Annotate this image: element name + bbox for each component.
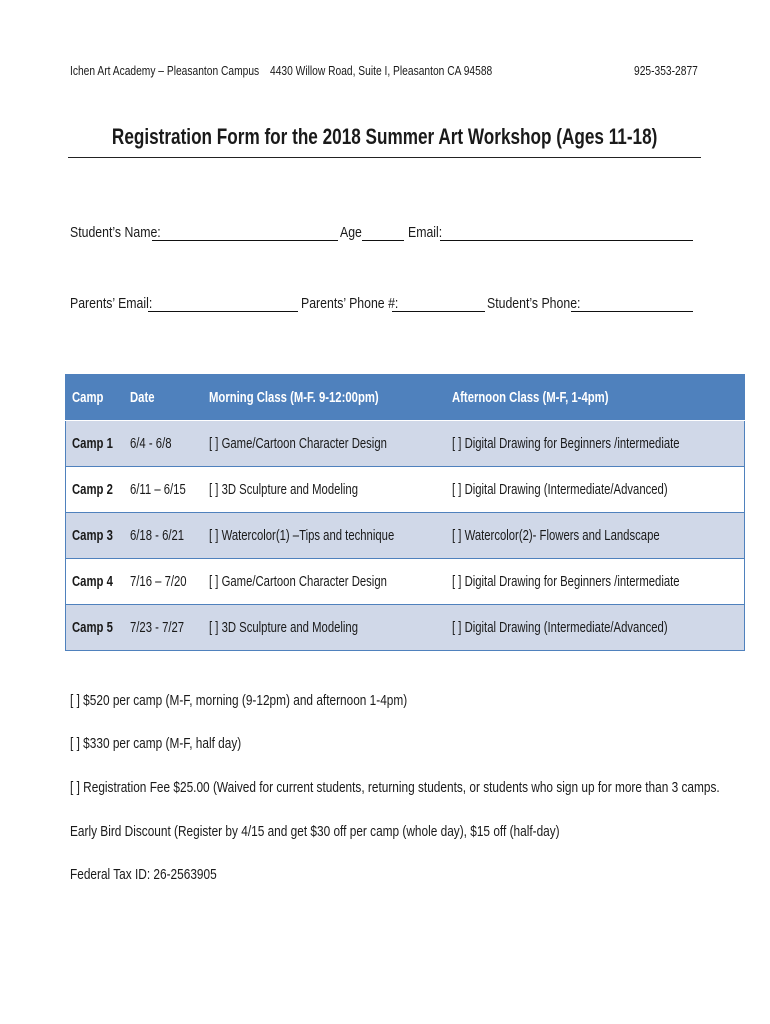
- camp-date: 7/23 - 7/27: [124, 605, 203, 651]
- camp-name: Camp 3: [66, 513, 125, 559]
- table-header-row: [66, 375, 745, 421]
- morning-class-option[interactable]: [ ] 3D Sculpture and Modeling: [203, 605, 446, 651]
- col-header-date: Date: [124, 375, 203, 421]
- table-row: [66, 421, 745, 467]
- morning-class-option[interactable]: [ ] 3D Sculpture and Modeling: [203, 467, 446, 513]
- camp-name: Camp 5: [66, 605, 125, 651]
- camp-date: 7/16 – 7/20: [124, 559, 203, 605]
- table-row: [66, 467, 745, 513]
- student-name-label: Student’s Name:: [70, 224, 161, 241]
- age-label: Age: [340, 224, 362, 241]
- morning-class-option[interactable]: [ ] Watercolor(1) –Tips and technique: [203, 513, 446, 559]
- half-day-option[interactable]: [ ] $330 per camp (M-F, half day): [70, 735, 242, 752]
- table-row: [66, 605, 745, 651]
- table-row: [66, 513, 745, 559]
- afternoon-class-option[interactable]: [ ] Digital Drawing (Intermediate/Advanced): [446, 467, 744, 513]
- camp-date: 6/11 – 6/15: [124, 467, 203, 513]
- student-name-field[interactable]: [152, 224, 338, 241]
- camp-date: 6/4 - 6/8: [124, 421, 203, 467]
- student-phone-field[interactable]: [571, 295, 693, 312]
- academy-address: 4430 Willow Road, Suite I, Pleasanton CA 94588: [270, 64, 493, 78]
- morning-class-option[interactable]: [ ] Game/Cartoon Character Design: [203, 559, 446, 605]
- parents-email-field[interactable]: [148, 295, 298, 312]
- camp-name: Camp 4: [66, 559, 125, 605]
- col-header-morning: Morning Class (M-F. 9-12:00pm): [203, 375, 446, 421]
- camp-schedule-table: [65, 374, 745, 651]
- camp-date: 6/18 - 6/21: [124, 513, 203, 559]
- full-day-option[interactable]: [ ] $520 per camp (M-F, morning (9-12pm) and afternoon 1-4pm): [70, 692, 408, 709]
- age-field[interactable]: [362, 224, 404, 241]
- morning-class-option[interactable]: [ ] Game/Cartoon Character Design: [203, 421, 446, 467]
- academy-phone: 925-353-2877: [634, 64, 698, 78]
- afternoon-class-option[interactable]: [ ] Digital Drawing for Beginners /intermediate: [446, 421, 744, 467]
- form-title: Registration Form for the 2018 Summer Art Workshop (Ages 11-18): [112, 124, 658, 149]
- camp-name: Camp 2: [66, 467, 125, 513]
- parents-phone-field[interactable]: [392, 295, 485, 312]
- camp-name: Camp 1: [66, 421, 125, 467]
- registration-fee-option[interactable]: [ ] Registration Fee $25.00 (Waived for current students, returning students, or students who sign up for more than 3 camps.: [70, 779, 720, 796]
- col-header-afternoon: Afternoon Class (M-F, 1-4pm): [446, 375, 744, 421]
- table-row: [66, 559, 745, 605]
- col-header-camp: Camp: [66, 375, 125, 421]
- email-label: Email:: [408, 224, 443, 241]
- afternoon-class-option[interactable]: [ ] Digital Drawing for Beginners /intermediate: [446, 559, 744, 605]
- academy-name: Ichen Art Academy – Pleasanton Campus: [70, 64, 260, 78]
- student-phone-label: Student’s Phone:: [487, 295, 581, 312]
- parents-phone-label: Parents’ Phone #:: [301, 295, 399, 312]
- afternoon-class-option[interactable]: [ ] Watercolor(2)- Flowers and Landscape: [446, 513, 744, 559]
- letterhead: [70, 64, 698, 82]
- tax-id: Federal Tax ID: 26-2563905: [70, 866, 217, 883]
- afternoon-class-option[interactable]: [ ] Digital Drawing (Intermediate/Advanced): [446, 605, 744, 651]
- parents-email-label: Parents’ Email:: [70, 295, 153, 312]
- early-bird-note: Early Bird Discount (Register by 4/15 and get $30 off per camp (whole day), $15 off (half-day): [70, 823, 560, 840]
- email-field[interactable]: [440, 224, 693, 241]
- title-divider: [68, 157, 701, 158]
